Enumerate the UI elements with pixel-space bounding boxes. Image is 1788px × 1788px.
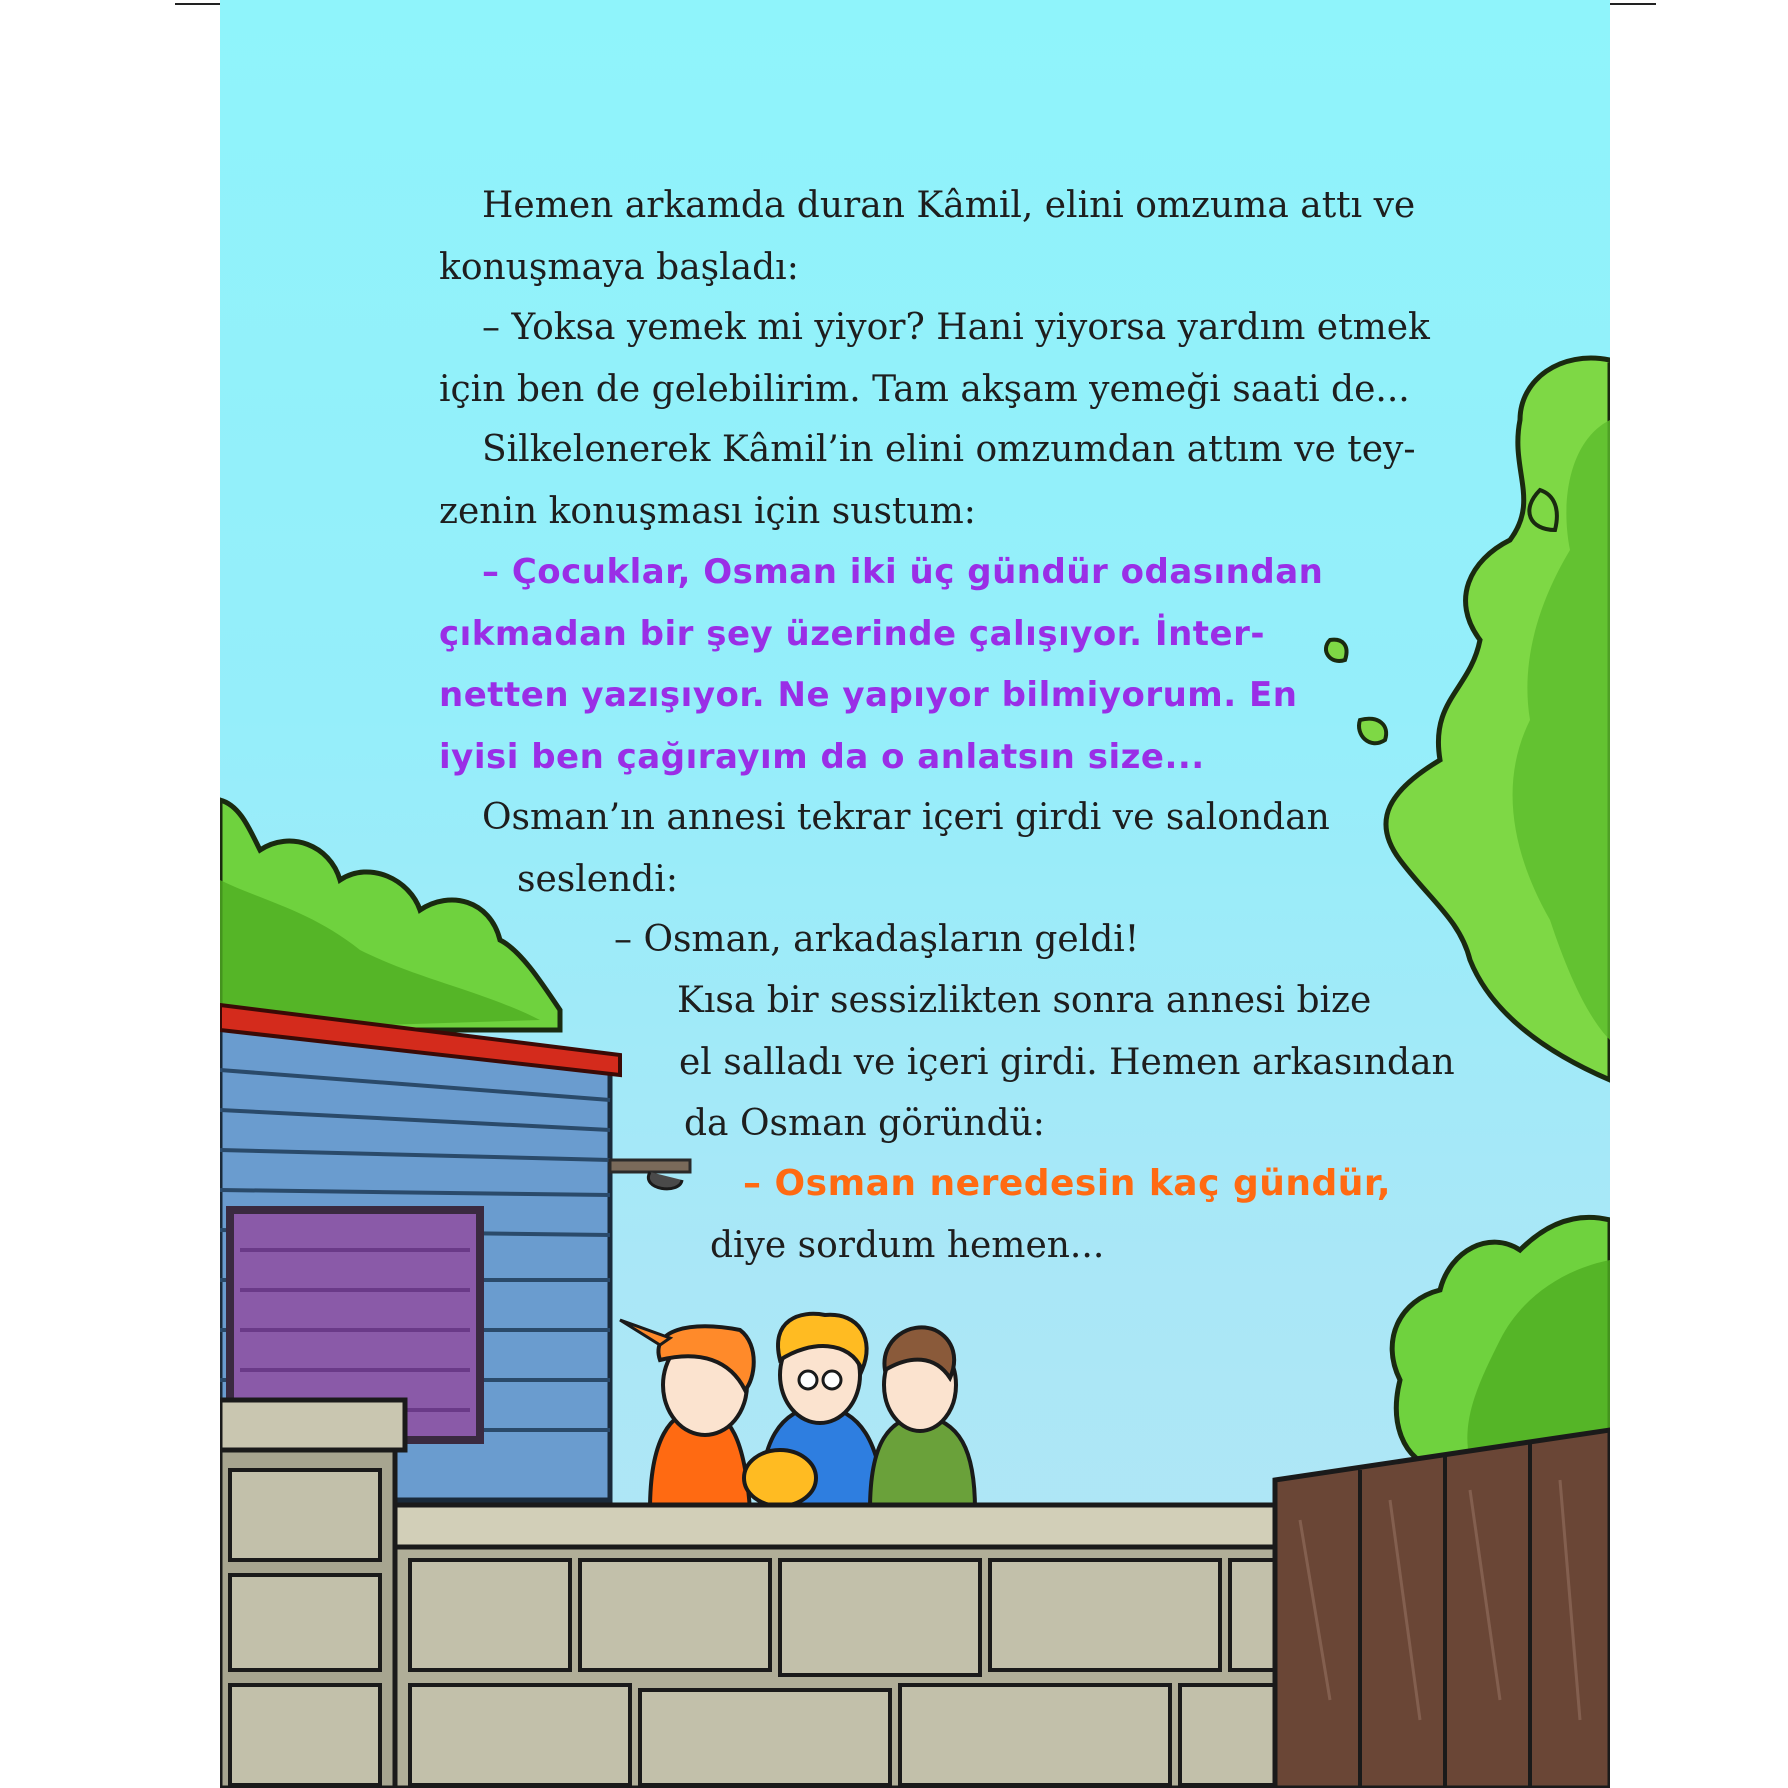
story-line: el salladı ve içeri girdi. Hemen arkasından xyxy=(679,1042,1455,1083)
speech-line-purple: çıkmadan bir şey üzerinde çalışıyor. İnter- xyxy=(439,614,1265,654)
story-line: seslendi: xyxy=(517,859,678,900)
story-line: Osman’ın annesi tekrar içeri girdi ve salondan xyxy=(482,797,1330,838)
story-line: için ben de gelebilirim. Tam akşam yemeği saati de... xyxy=(439,369,1410,410)
speech-line-purple: netten yazışıyor. Ne yapıyor bilmiyorum. En xyxy=(439,675,1298,715)
story-line: – Osman, arkadaşların geldi! xyxy=(614,919,1140,960)
speech-line-purple: – Çocuklar, Osman iki üç gündür odasından xyxy=(482,552,1324,592)
story-line: zenin konuşması için sustum: xyxy=(439,491,976,532)
crop-mark-left xyxy=(175,3,221,5)
story-line: konuşmaya başladı: xyxy=(439,247,799,288)
story-line: diye sordum hemen... xyxy=(710,1225,1105,1266)
speech-line-purple: iyisi ben çağırayım da o anlatsın size... xyxy=(439,737,1205,777)
story-line: Silkelenerek Kâmil’in elini omzumdan attım ve tey- xyxy=(482,429,1416,470)
book-page xyxy=(220,0,1610,1788)
story-line: – Yoksa yemek mi yiyor? Hani yiyorsa yardım etmek xyxy=(482,307,1430,348)
crop-mark-right xyxy=(1610,3,1656,5)
story-line: Kısa bir sessizlikten sonra annesi bize xyxy=(677,980,1372,1021)
story-line: Hemen arkamda duran Kâmil, elini omzuma attı ve xyxy=(482,185,1416,226)
speech-line-orange: – Osman neredesin kaç gündür, xyxy=(743,1163,1392,1204)
story-text xyxy=(220,0,1610,1788)
story-line: da Osman göründü: xyxy=(684,1103,1045,1144)
